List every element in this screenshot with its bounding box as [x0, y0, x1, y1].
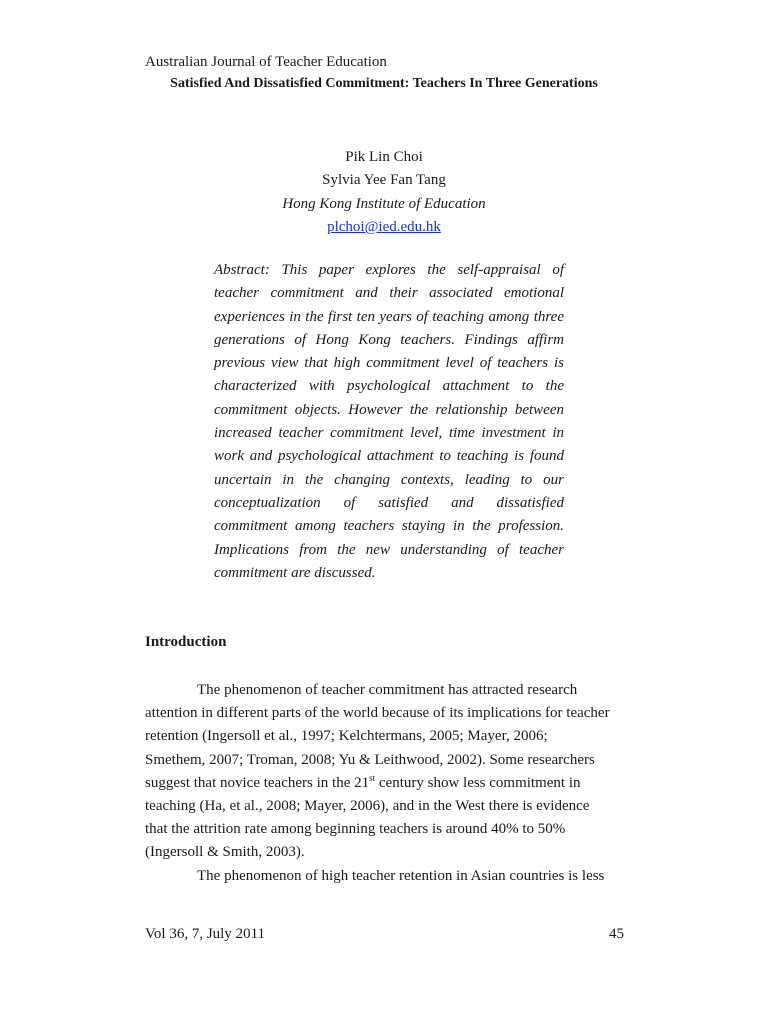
paragraph-text: century show less commitment in teaching (Ha, et al., 2008; Mayer, 2006), and in the West there is evidence that the attrition rate among beginning teachers is around 40% to 50% (Ingersoll & Smith, 2003).: [145, 774, 590, 861]
paragraph-text: The phenomenon of teacher commitment has attracted research attention in different parts of the world because of its implications for teacher retention (Ingersoll et al., 1997; Kelchtermans, 2005; Mayer, 2006; Smethem, 2007; Troman, 2008; Yu & Leithwood, 2002). Some researchers suggest that novice teachers in the 21: [145, 682, 610, 791]
affiliation: Hong Kong Institute of Education: [282, 195, 486, 212]
email-link[interactable]: plchoi@ied.edu.hk: [327, 218, 441, 235]
introduction-body: [145, 679, 611, 888]
paper-title: Satisfied And Dissatisfied Commitment: Teachers In Three Generations: [170, 76, 598, 91]
author-name: Pik Lin Choi: [345, 149, 423, 165]
footer-volume: Vol 36, 7, July 2011: [145, 926, 266, 942]
page-number: 45: [609, 926, 624, 942]
paragraph: [145, 679, 611, 865]
author-name: Sylvia Yee Fan Tang: [322, 172, 446, 189]
paragraph: The phenomenon of high teacher retention in Asian countries is less: [197, 867, 605, 884]
abstract: Abstract: This paper explores the self-appraisal of teacher commitment and their associated emotional experiences in the first ten years of teaching among three generations of Hong Kong teachers. Findings affirm previous view that high commitment level of teachers is characterized with psychological attachment to the commitment objects. However the relationship between increased teacher commitment level, time investment in work and psychological attachment to teaching is found uncertain in the changing contexts, leading to our conceptualization of satisfied and dissatisfied commitment among teachers staying in the profession. Implications from the new understanding of teacher commitment are discussed.: [214, 262, 564, 581]
section-heading-introduction: Introduction: [145, 634, 227, 650]
author-block: [0, 146, 768, 239]
journal-name: Australian Journal of Teacher Education: [145, 54, 387, 70]
superscript: st: [369, 772, 376, 783]
